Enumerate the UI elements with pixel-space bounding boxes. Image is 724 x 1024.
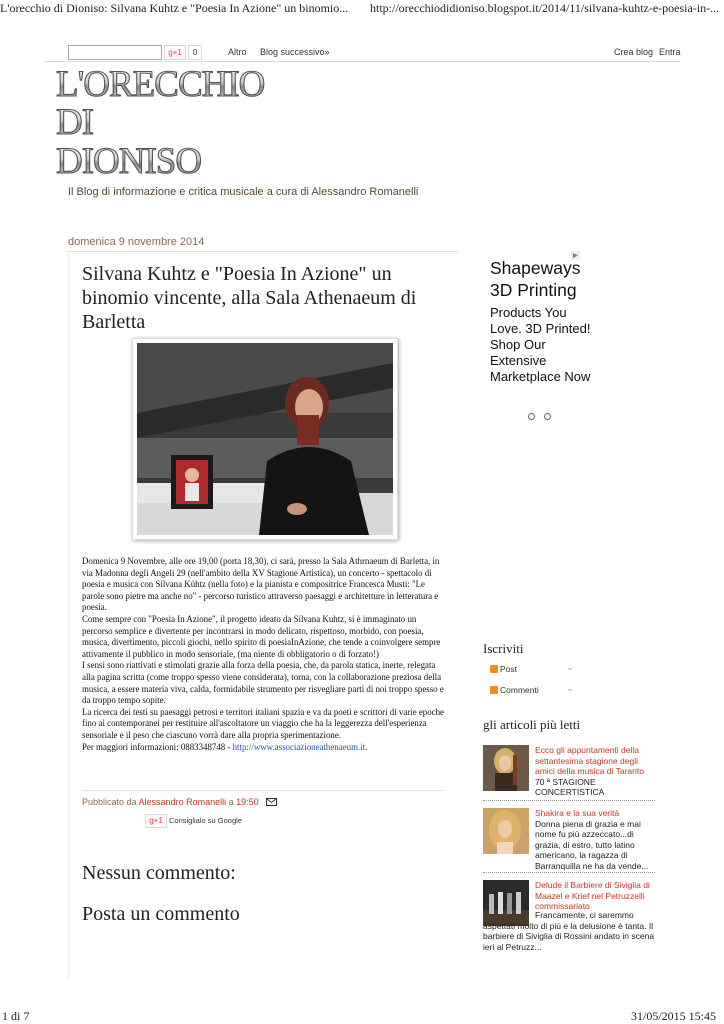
rss-icon	[490, 686, 498, 694]
subscribe-posts[interactable]	[490, 664, 580, 678]
ad-pagination	[528, 407, 560, 425]
ad-title-line-1[interactable]: Shapeways	[490, 258, 581, 278]
logo-line-1: L'ORECCHIO	[56, 64, 265, 105]
main-column-border	[68, 252, 69, 980]
subscribe-comments-label: Commenti	[500, 685, 539, 695]
print-page-url: http://orecchiodidioniso.blogspot.it/2014/11/silvana-kuhtz-e-poesia-in-...	[370, 1, 720, 15]
popular-post-title[interactable]: Shakira e la sua verità	[535, 808, 620, 818]
navbar-divider	[44, 61, 680, 62]
post-title[interactable]: Silvana Kuhtz e "Poesia In Azione" un binomio vincente, alla Sala Athenaeum di Barletta	[82, 263, 417, 333]
post-body	[82, 556, 448, 753]
post-footer-divider	[82, 790, 444, 791]
popular-post-link[interactable]	[535, 745, 653, 798]
navbar-more-link[interactable]: Altro	[228, 47, 247, 57]
post-photo[interactable]	[132, 338, 398, 540]
blog-logo[interactable]	[56, 64, 276, 180]
navbar-create-blog-link[interactable]: Crea blog	[614, 47, 654, 57]
navbar-gplus-count: 0	[188, 45, 202, 60]
post-comment-heading: Posta un commento	[82, 903, 240, 925]
ad-body[interactable]: Products You Love. 3D Printed! Shop Our Extensive Marketplace Now	[490, 305, 591, 384]
print-page-number: 1 di 7	[2, 1009, 30, 1023]
post-gplus-button[interactable]: g+1	[145, 814, 167, 828]
chevron-down-icon[interactable]: ⌄	[566, 662, 574, 672]
popular-post-link[interactable]	[535, 808, 653, 871]
ad-dot[interactable]	[528, 413, 535, 420]
popular-post-link[interactable]	[535, 880, 653, 912]
navbar-search-input[interactable]	[68, 45, 162, 60]
popular-post-snippet: 70 ª STAGIONE CONCERTISTICA	[535, 776, 605, 797]
ad-title-line-2[interactable]: 3D Printing	[490, 280, 577, 300]
post-gplus-recommend-label: Consiglialo su Google	[169, 816, 242, 825]
info-link[interactable]: http://www.associazioneathenaeum.it	[232, 741, 366, 752]
sidebar-ad[interactable]	[490, 257, 600, 385]
byline-time-link[interactable]: 19:50	[236, 797, 259, 807]
subscribe-comments[interactable]	[490, 685, 580, 699]
navbar-gplus-button[interactable]: g+1	[164, 45, 186, 60]
popular-post-thumbnail[interactable]	[483, 745, 529, 791]
info-suffix: .	[365, 741, 368, 752]
logo-line-2: DI	[56, 102, 94, 143]
post-byline	[82, 797, 259, 807]
ad-dot[interactable]	[544, 413, 551, 420]
rss-icon	[490, 665, 498, 673]
popular-post-thumbnail[interactable]	[483, 808, 529, 854]
popular-post-title[interactable]: Delude il Barbiere di Siviglia di Maazel e Krief nel Petruzzelli commissariato	[535, 880, 650, 911]
date-divider	[68, 251, 458, 252]
info-prefix: Per maggiori informazioni: 0883348748 -	[82, 741, 233, 752]
print-page-title: L'orecchio di Dioniso: Silvana Kuhtz e "Poesia In Azione" un binomio...	[0, 1, 349, 15]
blogger-navbar	[68, 45, 680, 61]
subscribe-heading: Iscriviti	[483, 641, 524, 656]
post-paragraph: I sensi sono riattivati e stimolati grazie alla forza della poesia, che, da parola statica, inerte, relegata alla pagina scritta (come troppo spesso viene considerata), torna, con la collaborazione preziosa della musica, a essere materia viva, calda, formidabile strumento per risvegliare parti di noi troppo spesso e da troppo tempo sopite.	[82, 660, 444, 706]
popular-post-snippet: Donna piena di grazia e mai nome fu più azzeccato...di grazia, di estro, tutto latino americano, la ragazza di Barranquilla ne ha da vende...	[535, 818, 649, 871]
byline-at: a	[226, 797, 237, 807]
post-paragraph: La ricerca dei testi su paesaggi petrosi e territori italiani spazia e va da poeti e scrittori di varie epoche fino ai contemporanei per restituire all'ascoltatore un viaggio che ha la leggerezza dell'esperienza sensoriale e il peso che ciascuno vorrà dare alla propria sperimentazione.	[82, 706, 444, 740]
byline-author-link[interactable]: Alessandro Romanelli	[138, 797, 227, 807]
popular-divider	[483, 872, 655, 873]
post-paragraph: Domenica 9 Novembre, alle ore 19,00 (porta 18,30), ci sarà, presso la Sala Athrnaeum di Barletta, in via Madonna degli Angeli 29 (nell'ambito della XV Stagione Artistica), un concerto - spettacolo di poesia e musica con Silvana Kühtz (nella foto) e la pianista e compositrice Francesca Musti: "Le parole sono pietre ma anche no" - percorso turistico attraverso paesaggi e architetture in letteratura e poesia.	[82, 556, 440, 613]
chevron-down-icon[interactable]: ⌄	[566, 683, 574, 693]
comments-heading: Nessun commento:	[82, 862, 236, 884]
post-info-line	[82, 742, 448, 754]
popular-post-title[interactable]: Ecco gli appuntamenti della settantesima stagione degli amici della musica di Taranto	[535, 745, 644, 776]
logo-line-3: DIONISO	[56, 141, 202, 180]
post-photo-image	[137, 343, 393, 535]
post-date: domenica 9 novembre 2014	[68, 236, 205, 248]
byline-prefix: Pubblicato da	[82, 797, 139, 807]
print-datetime: 31/05/2015 15:45	[630, 1009, 716, 1023]
post-paragraph: Come sempre con "Poesia In Azione", il progetto ideato da Silvana Kuhtz, si è immaginato un percorso semplice e divertente per incontrarsi in modo delicato, rispettoso, morbido, con poesia, musica, divertimento, piccoli giochi, nello spirito di poesiaInAzione, che tende a coinvolgere sempre attivamente il pubblico in modo sensoriale, (ma niente di obbligatorio o di forzato!)	[82, 613, 441, 659]
popular-post-snippet: Francamente, ci saremmo aspettati molto di più e la delusione è tanta. Il barbiere di Siviglia di Rossini andato in scena ieri al Petruzz...	[483, 910, 655, 952]
popular-divider	[483, 800, 655, 801]
navbar-next-blog-link[interactable]: Blog successivo»	[260, 47, 330, 57]
popular-posts-heading: gli articoli più letti	[483, 717, 581, 732]
navbar-signin-link[interactable]: Entra	[659, 47, 681, 57]
email-post-icon[interactable]	[266, 798, 277, 806]
subscribe-posts-label: Post	[500, 664, 518, 674]
blog-tagline: Il Blog di informazione e critica musicale a cura di Alessandro Romanelli	[68, 186, 419, 198]
